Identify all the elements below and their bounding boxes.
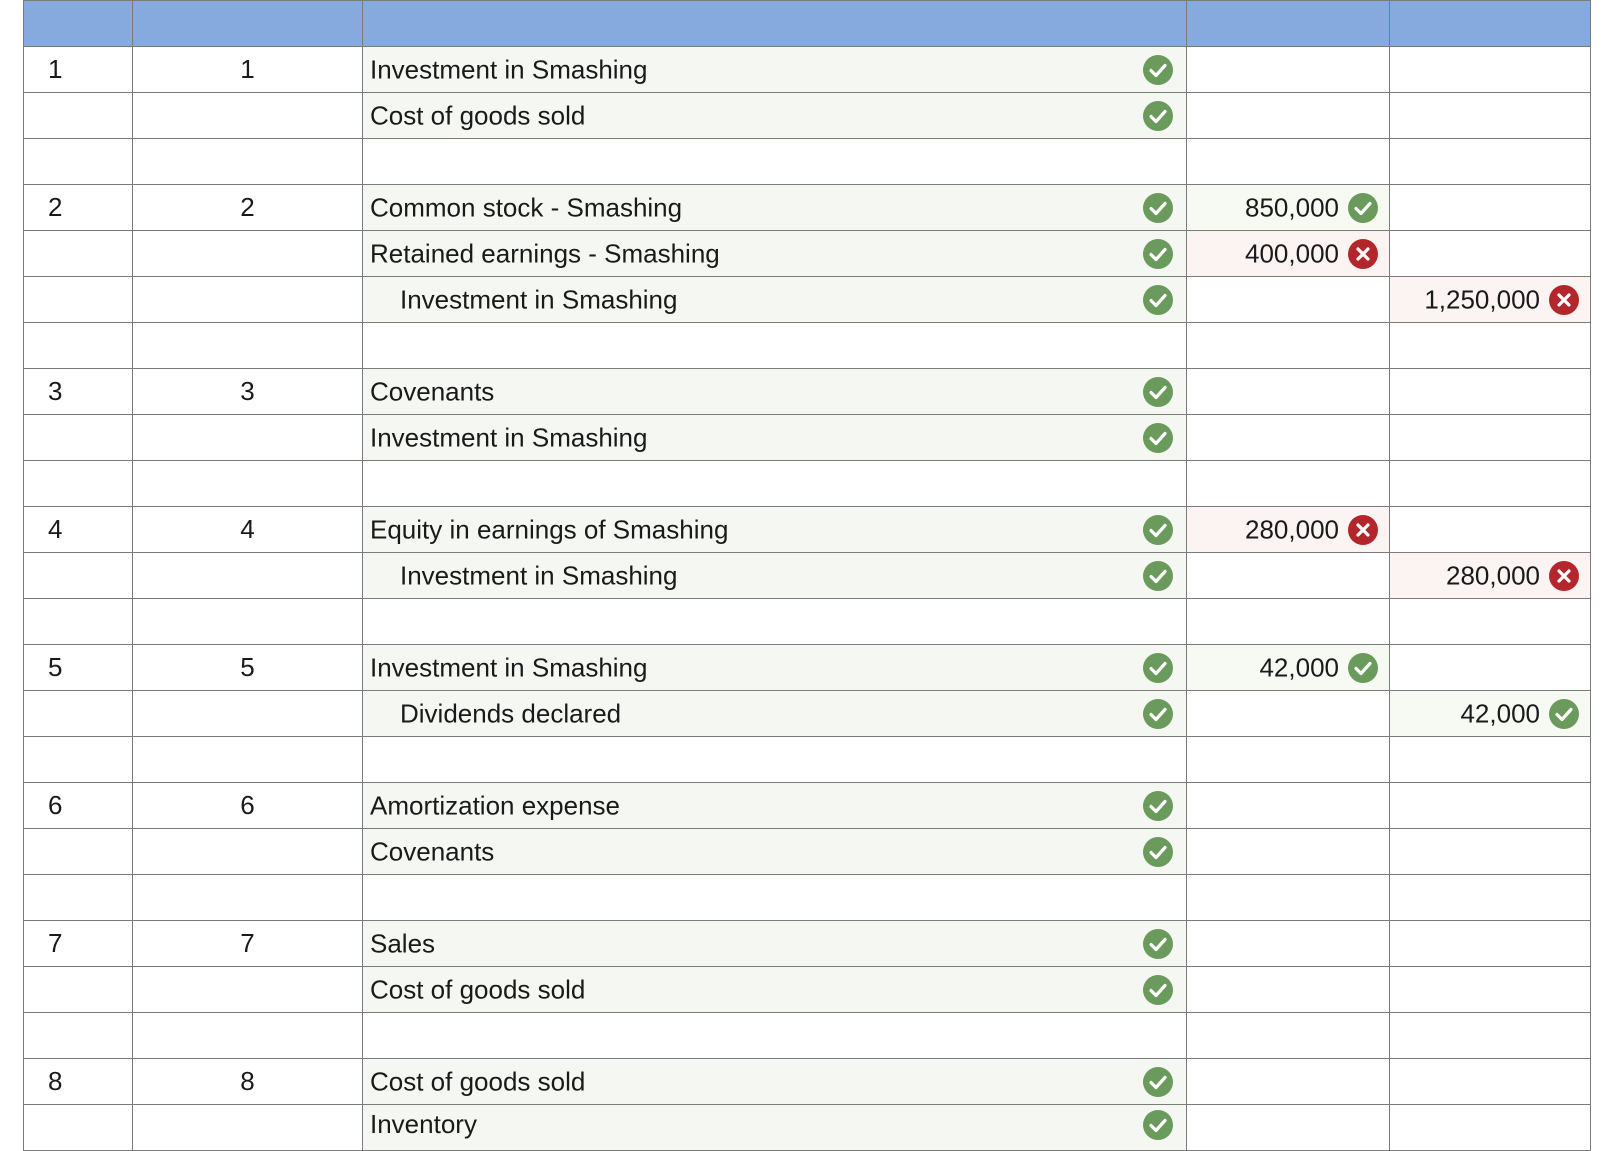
check-icon xyxy=(1142,1109,1174,1141)
blank-row xyxy=(24,599,1591,645)
account-cell[interactable] xyxy=(363,967,1187,1013)
debit-cell[interactable] xyxy=(1187,139,1390,185)
credit-cell[interactable] xyxy=(1390,967,1591,1013)
entry-no-cell: 8 xyxy=(24,1059,133,1105)
header-cell-debit xyxy=(1187,1,1390,47)
entry-no-cell: 4 xyxy=(24,507,133,553)
entry-no-cell xyxy=(24,277,133,323)
table-row xyxy=(24,185,1591,231)
account-cell[interactable] xyxy=(363,369,1187,415)
debit-cell[interactable] xyxy=(1187,829,1390,875)
event-cell xyxy=(133,139,363,185)
check-icon xyxy=(1142,54,1174,86)
debit-cell[interactable] xyxy=(1187,783,1390,829)
blank-row xyxy=(24,737,1591,783)
debit-amount: 400,000 xyxy=(1245,238,1339,268)
credit-cell[interactable] xyxy=(1390,93,1591,139)
debit-cell[interactable] xyxy=(1187,415,1390,461)
credit-cell[interactable] xyxy=(1390,645,1591,691)
event-cell xyxy=(133,461,363,507)
header-cell-account xyxy=(363,1,1187,47)
account-cell[interactable] xyxy=(363,599,1187,645)
blank-row xyxy=(24,1013,1591,1059)
table-row xyxy=(24,967,1591,1013)
account-name: Investment in Smashing xyxy=(400,560,678,590)
table-row xyxy=(24,829,1591,875)
table-row xyxy=(24,1105,1591,1151)
check-icon xyxy=(1142,836,1174,868)
header-cell-event xyxy=(133,1,363,47)
credit-cell[interactable] xyxy=(1390,783,1591,829)
check-icon xyxy=(1142,284,1174,316)
credit-cell[interactable] xyxy=(1390,691,1591,737)
check-icon xyxy=(1142,928,1174,960)
event-cell xyxy=(133,323,363,369)
table-row xyxy=(24,369,1591,415)
event-cell xyxy=(133,599,363,645)
entry-no-cell xyxy=(24,461,133,507)
credit-amount: 42,000 xyxy=(1460,698,1540,728)
debit-amount: 850,000 xyxy=(1245,192,1339,222)
cross-icon xyxy=(1548,560,1580,592)
account-cell[interactable] xyxy=(363,415,1187,461)
debit-cell[interactable] xyxy=(1187,645,1390,691)
account-name: Investment in Smashing xyxy=(400,284,678,314)
event-cell: 6 xyxy=(133,783,363,829)
event-cell: 8 xyxy=(133,1059,363,1105)
cross-icon xyxy=(1347,514,1379,546)
table-row xyxy=(24,1059,1591,1105)
entry-no-cell xyxy=(24,553,133,599)
debit-cell[interactable] xyxy=(1187,277,1390,323)
credit-cell[interactable] xyxy=(1390,737,1591,783)
event-cell: 7 xyxy=(133,921,363,967)
account-name: Cost of goods sold xyxy=(370,974,586,1004)
table-row xyxy=(24,231,1591,277)
entry-no-cell xyxy=(24,875,133,921)
account-cell[interactable] xyxy=(363,1013,1187,1059)
check-icon xyxy=(1142,790,1174,822)
credit-cell[interactable] xyxy=(1390,829,1591,875)
credit-cell[interactable] xyxy=(1390,369,1591,415)
account-cell[interactable] xyxy=(363,461,1187,507)
debit-cell[interactable] xyxy=(1187,185,1390,231)
debit-cell[interactable] xyxy=(1187,323,1390,369)
debit-cell[interactable] xyxy=(1187,461,1390,507)
check-icon xyxy=(1142,698,1174,730)
entry-no-cell xyxy=(24,415,133,461)
account-name: Equity in earnings of Smashing xyxy=(370,514,729,544)
check-icon xyxy=(1142,514,1174,546)
credit-cell[interactable] xyxy=(1390,231,1591,277)
table-row xyxy=(24,47,1591,93)
credit-cell[interactable] xyxy=(1390,553,1591,599)
table-row xyxy=(24,691,1591,737)
credit-cell[interactable] xyxy=(1390,1013,1591,1059)
debit-cell[interactable] xyxy=(1187,967,1390,1013)
account-name: Investment in Smashing xyxy=(370,422,648,452)
check-icon xyxy=(1142,192,1174,224)
debit-cell[interactable] xyxy=(1187,369,1390,415)
account-cell[interactable] xyxy=(363,691,1187,737)
debit-amount: 280,000 xyxy=(1245,514,1339,544)
account-name: Common stock - Smashing xyxy=(370,192,683,222)
account-cell[interactable] xyxy=(363,277,1187,323)
table-row xyxy=(24,553,1591,599)
cross-icon xyxy=(1347,238,1379,270)
account-cell[interactable] xyxy=(363,553,1187,599)
header-cell-credit xyxy=(1390,1,1591,47)
debit-cell[interactable] xyxy=(1187,691,1390,737)
event-cell: 4 xyxy=(133,507,363,553)
account-cell[interactable] xyxy=(363,507,1187,553)
account-cell[interactable] xyxy=(363,323,1187,369)
entry-no-cell xyxy=(24,967,133,1013)
entry-no-cell xyxy=(24,231,133,277)
account-name: Sales xyxy=(370,928,436,958)
entry-no-cell: 1 xyxy=(24,47,133,93)
entry-no-cell: 3 xyxy=(24,369,133,415)
debit-cell[interactable] xyxy=(1187,599,1390,645)
account-cell[interactable] xyxy=(363,93,1187,139)
account-name: Retained earnings - Smashing xyxy=(370,238,720,268)
event-cell xyxy=(133,231,363,277)
credit-cell[interactable] xyxy=(1390,323,1591,369)
credit-cell[interactable] xyxy=(1390,507,1591,553)
event-cell xyxy=(133,277,363,323)
check-icon xyxy=(1142,238,1174,270)
table-row xyxy=(24,783,1591,829)
credit-cell[interactable] xyxy=(1390,185,1591,231)
account-cell[interactable] xyxy=(363,185,1187,231)
debit-amount: 42,000 xyxy=(1259,652,1339,682)
check-icon xyxy=(1142,1066,1174,1098)
credit-cell[interactable] xyxy=(1390,139,1591,185)
table-row xyxy=(24,93,1591,139)
event-cell xyxy=(133,1105,363,1151)
credit-cell[interactable] xyxy=(1390,461,1591,507)
credit-cell[interactable] xyxy=(1390,415,1591,461)
account-name: Investment in Smashing xyxy=(370,652,648,682)
table-row xyxy=(24,921,1591,967)
debit-cell[interactable] xyxy=(1187,553,1390,599)
account-name: Covenants xyxy=(370,836,495,866)
account-cell[interactable] xyxy=(363,1059,1187,1105)
event-cell xyxy=(133,875,363,921)
account-cell[interactable] xyxy=(363,829,1187,875)
credit-cell[interactable] xyxy=(1390,1105,1591,1151)
debit-cell[interactable] xyxy=(1187,737,1390,783)
account-cell[interactable] xyxy=(363,783,1187,829)
account-name: Cost of goods sold xyxy=(370,1066,586,1096)
account-name: Amortization expense xyxy=(370,790,621,820)
debit-cell[interactable] xyxy=(1187,1059,1390,1105)
debit-cell[interactable] xyxy=(1187,47,1390,93)
event-cell xyxy=(133,737,363,783)
entry-no-cell xyxy=(24,691,133,737)
event-cell xyxy=(133,93,363,139)
table-row xyxy=(24,277,1591,323)
debit-cell[interactable] xyxy=(1187,507,1390,553)
event-cell xyxy=(133,691,363,737)
check-icon xyxy=(1142,100,1174,132)
event-cell xyxy=(133,967,363,1013)
event-cell xyxy=(133,1013,363,1059)
entry-no-cell: 5 xyxy=(24,645,133,691)
event-cell: 5 xyxy=(133,645,363,691)
check-icon xyxy=(1142,422,1174,454)
debit-cell[interactable] xyxy=(1187,231,1390,277)
event-cell xyxy=(133,553,363,599)
blank-row xyxy=(24,139,1591,185)
blank-row xyxy=(24,461,1591,507)
debit-cell[interactable] xyxy=(1187,1013,1390,1059)
credit-cell[interactable] xyxy=(1390,1059,1591,1105)
debit-cell[interactable] xyxy=(1187,875,1390,921)
check-icon xyxy=(1347,652,1379,684)
entry-no-cell xyxy=(24,1105,133,1151)
entry-no-cell xyxy=(24,139,133,185)
credit-cell[interactable] xyxy=(1390,921,1591,967)
account-name: Inventory xyxy=(370,1109,477,1139)
account-cell[interactable] xyxy=(363,875,1187,921)
account-name: Investment in Smashing xyxy=(370,54,648,84)
blank-row xyxy=(24,875,1591,921)
cross-icon xyxy=(1548,284,1580,316)
entry-no-cell xyxy=(24,599,133,645)
check-icon xyxy=(1142,652,1174,684)
event-cell: 3 xyxy=(133,369,363,415)
account-cell[interactable] xyxy=(363,231,1187,277)
check-icon xyxy=(1142,560,1174,592)
credit-amount: 280,000 xyxy=(1446,560,1540,590)
entry-no-cell xyxy=(24,93,133,139)
account-cell[interactable] xyxy=(363,921,1187,967)
table-header-strip xyxy=(24,1,1591,47)
check-icon xyxy=(1142,974,1174,1006)
header-cell-no xyxy=(24,1,133,47)
check-icon xyxy=(1142,376,1174,408)
entry-no-cell: 2 xyxy=(24,185,133,231)
entry-no-cell: 7 xyxy=(24,921,133,967)
event-cell xyxy=(133,829,363,875)
entry-no-cell xyxy=(24,323,133,369)
journal-entry-table xyxy=(23,0,1591,1151)
event-cell xyxy=(133,415,363,461)
account-name: Cost of goods sold xyxy=(370,100,586,130)
account-cell[interactable] xyxy=(363,47,1187,93)
event-cell: 2 xyxy=(133,185,363,231)
check-icon xyxy=(1347,192,1379,224)
check-icon xyxy=(1548,698,1580,730)
entry-no-cell xyxy=(24,829,133,875)
blank-row xyxy=(24,323,1591,369)
account-name: Covenants xyxy=(370,376,495,406)
table-row xyxy=(24,415,1591,461)
credit-cell[interactable] xyxy=(1390,277,1591,323)
event-cell: 1 xyxy=(133,47,363,93)
entry-no-cell: 6 xyxy=(24,783,133,829)
credit-cell[interactable] xyxy=(1390,875,1591,921)
table-row xyxy=(24,507,1591,553)
credit-cell[interactable] xyxy=(1390,47,1591,93)
account-cell[interactable] xyxy=(363,139,1187,185)
credit-amount: 1,250,000 xyxy=(1424,284,1540,314)
debit-cell[interactable] xyxy=(1187,921,1390,967)
credit-cell[interactable] xyxy=(1390,599,1591,645)
entry-no-cell xyxy=(24,1013,133,1059)
account-cell[interactable] xyxy=(363,737,1187,783)
debit-cell[interactable] xyxy=(1187,1105,1390,1151)
account-name: Dividends declared xyxy=(400,698,622,728)
table-row xyxy=(24,645,1591,691)
debit-cell[interactable] xyxy=(1187,93,1390,139)
entry-no-cell xyxy=(24,737,133,783)
account-cell[interactable] xyxy=(363,1105,1187,1151)
account-cell[interactable] xyxy=(363,645,1187,691)
